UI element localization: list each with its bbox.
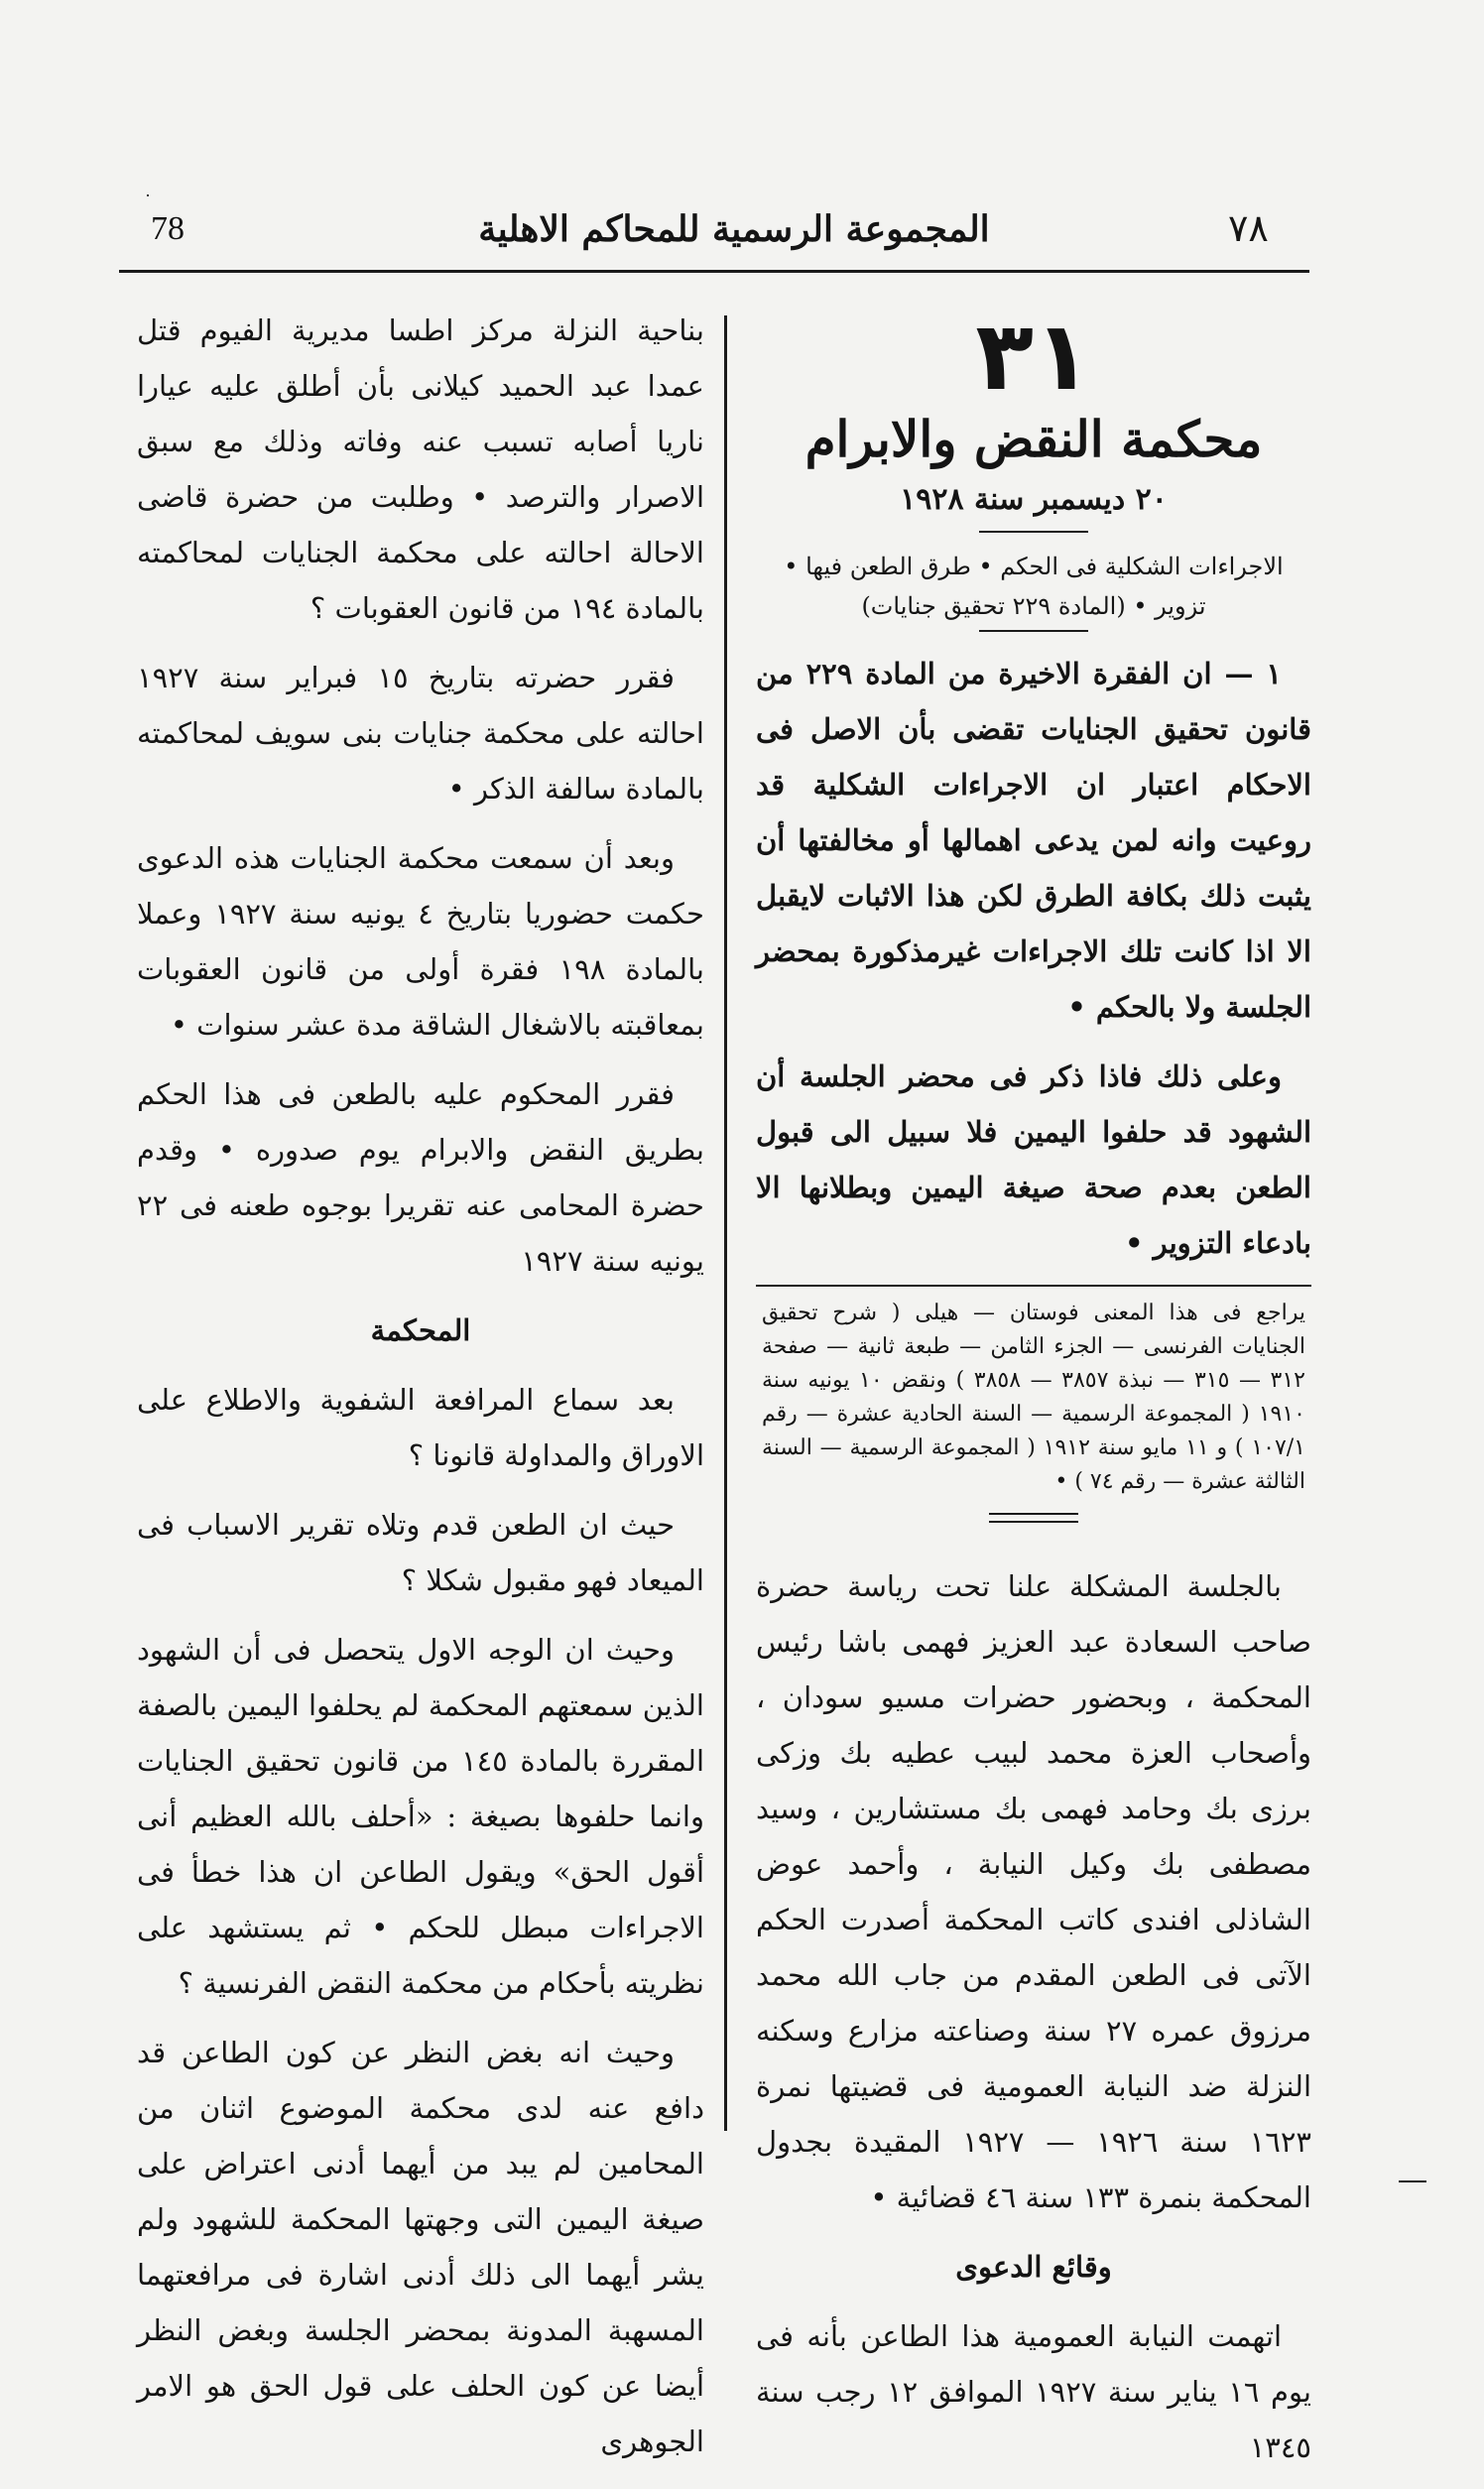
body-paragraph: فقرر المحكوم عليه بالطعن فى هذا الحكم بطريق النقض والابرام يوم صدوره • وقدم حضرة المحامى عنه تقريرا بوجوه طعنه فى ٢٢ يونيه سنة ١٩٢٧ [137, 1077, 704, 1278]
header-rule [119, 270, 1309, 273]
principle-paragraph: وعلى ذلك فاذا ذكر فى محضر الجلسة أن الشهود قد حلفوا اليمين فلا سبيل الى قبول الطعن بعدم صحة صيغة اليمين وبطلانها الا بادعاء التزوير • [756, 1059, 1311, 1260]
body-paragraph: فقرر حضرته بتاريخ ١٥ فبراير سنة ١٩٢٧ احالته على محكمة جنايات بنى سويف لمحاكمته بالمادة سالفة الذكر • [137, 661, 704, 806]
left-column [137, 303, 704, 2483]
session-paragraph: بالجلسة المشكلة علنا تحت رياسة حضرة صاحب السعادة عبد العزيز فهمى باشا رئيس المحكمة ، وبحضور حضرات مسيو سودان ، وأصحاب العزة محمد لبيب عطيه بك وزكى برزى بك وحامد فهمى بك مستشارين ، وسيد مصطفى بك وكيل النيابة ، وأحمد عوض الشاذلى افندى كاتب المحكمة أصدرت الحكم الآتى فى الطعن المقدم من جاب الله محمد مرزوق عمره ٢٧ سنة وصناعته مزارع وسكنه النزلة ضد النيابة العمومية فى قضيتها نمرة ١٦٢٣ سنة ١٩٢٦ — ١٩٢٧ المقيدة بجدول المحكمة بنمرة ١٣٣ سنة ٤٦ قضائية • [756, 1569, 1311, 2214]
notes-rule [756, 1285, 1311, 1287]
right-column [756, 303, 1311, 2489]
reference-notes: يراجع فى هذا المعنى فوستان — هيلى ( شرح تحقيق الجنايات الفرنسى — الجزء الثامن — طبعة ثانية — صفحة ٣١٢ — ٣١٥ — نبذة ٣٨٥٧ — ٣٨٥٨ ) ونقض ١٠ يونيه سنة ١٩١٠ ( المجموعة الرسمية — السنة الحادية عشرة — رقم ١٠٧/١ ) و ١١ مايو سنة ١٩١٢ ( المجموعة الرسمية — السنة الثالثة عشرة — رقم ٧٤ ) • [762, 1301, 1305, 1494]
double-rule [989, 1513, 1078, 1523]
body-paragraph: وبعد أن سمعت محكمة الجنايات هذه الدعوى حكمت حضوريا بتاريخ ٤ يونيه سنة ١٩٢٧ وعملا بالمادة ١٩٨ فقرة أولى من قانون العقوبات بمعاقبته بالاشغال الشاقة مدة عشر سنوات • [137, 841, 705, 1042]
principle-paragraph: ١ — ان الفقرة الاخيرة من المادة ٢٢٩ من قانون تحقيق الجنايات تقضى بأن الاصل فى الاحكام اعتبار ان الاجراءات الشكلية قد روعيت وانه لمن يدعى اهمالها أو مخالفتها أن يثبت ذلك بكافة الطرق لكن هذا الاثبات لايقبل الا اذا كانت تلك الاجراءات غيرمذكورة بمحضر الجلسة ولا بالحكم • [756, 657, 1311, 1024]
reason-paragraph: وحيث انه بغض النظر عن كون الطاعن قد دافع عنه لدى محكمة الموضوع اثنان من المحامين لم يبد من أيهما أدنى اعتراض على صيغة اليمين التى وجهتها المحكمة للشهود ولم يشر أيهما الى ذلك أدنى اشارة فى مرافعتهما المسهبة المدونة بمحضر الجلسة وبغض النظر أيضا عن كون الحلف على قول الحق هو الامر الجوهرى [137, 2036, 704, 2458]
case-date: ٢٠ ديسمبر سنة ١٩٢٨ [900, 482, 1168, 517]
reason-paragraph: حيث ان الطعن قدم وتلاه تقرير الاسباب فى الميعاد فهو مقبول شكلا ؟ [137, 1508, 704, 1597]
column-divider [724, 315, 727, 2131]
reason-paragraph: بعد سماع المرافعة الشفوية والاطلاع على الاوراق والمداولة قانونا ؟ [137, 1383, 704, 1472]
facts-heading: وقائع الدعوى [955, 2250, 1112, 2284]
keywords-rule [979, 630, 1088, 632]
margin-mark [1399, 2180, 1426, 2182]
body-paragraph: بناحية النزلة مركز اطسا مديرية الفيوم قتل عمدا عبد الحميد كيلانى بأن أطلق عليه عيارا ناريا أصابه تسبب عنه وفاته وذلك مع سبق الاصرار والترصد • وطلبت من حضرة قاضى الاحالة احالته على محكمة الجنايات لمحاكمته بالمادة ١٩٤ من قانون العقوبات ؟ [137, 313, 704, 625]
running-title: المجموعة الرسمية للمحاكم الاهلية [478, 208, 990, 250]
date-rule [979, 531, 1088, 533]
corner-mark [147, 194, 149, 196]
case-number: ٣١ [975, 301, 1092, 412]
court-heading: المحكمة [370, 1313, 471, 1347]
page-number-latin: 78 [151, 210, 185, 247]
legal-principle [756, 646, 1311, 1271]
court-name: محكمة النقض والابرام [804, 410, 1263, 468]
reason-paragraph: وحيث ان الوجه الاول يتحصل فى أن الشهود الذين سمعتهم المحكمة لم يحلفوا اليمين بالصفة المقررة بالمادة ١٤٥ من قانون تحقيق الجنايات وانما حلفوها بصيغة : «أحلف بالله العظيم أنى أقول الحق» ويقول الطاعن ان هذا خطأ فى الاجراءات مبطل للحكم • ثم يستشهد على نظريته بأحكام من محكمة النقض الفرنسية ؟ [137, 1633, 705, 2000]
page-number-arabic: ٧٨ [1228, 206, 1269, 250]
case-keywords: الاجراءات الشكلية فى الحكم • طرق الطعن فيها • تزوير • (المادة ٢٢٩ تحقيق جنايات) [784, 553, 1284, 620]
facts-paragraph: اتهمت النيابة العمومية هذا الطاعن بأنه فى يوم ١٦ يناير سنة ١٩٢٧ الموافق ١٢ رجب سنة ١٣٤٥ [756, 2319, 1311, 2464]
